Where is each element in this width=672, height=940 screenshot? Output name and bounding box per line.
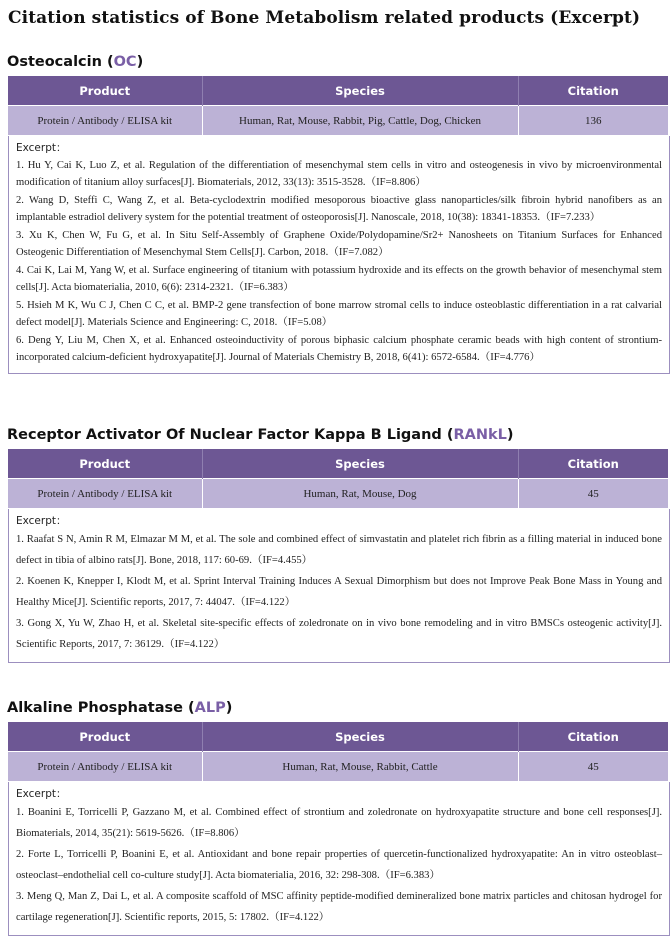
- excerpt-label: Excerpt：: [16, 515, 67, 527]
- cell-citation: 136: [518, 106, 668, 136]
- page-title: Citation statistics of Bone Metabolism related products (Excerpt): [8, 8, 641, 28]
- cell-product: Protein / Antibody / ELISA kit: [8, 752, 202, 782]
- cell-product: Protein / Antibody / ELISA kit: [8, 479, 202, 509]
- header-citation: Citation: [518, 449, 668, 479]
- section-close: ): [506, 427, 514, 443]
- reference-item: 3. Gong X, Yu W, Zhao H, et al. Skeletal site-specific effects of zoledronate on in vivo bone remodeling and in vitro BMSCs osteogenic activity[J]. Scientific Reports, 2017, 7: 36129.（IF=4.122）: [16, 618, 662, 650]
- reference-item: 2. Forte L, Torricelli P, Boanini E, et al. Antioxidant and bone repair properties of quercetin-functionalized hydroxyapatite: An in vitro osteoblast–osteoclast–endothelial cell co-culture study[J]. Acta biomaterialia, 2016, 32: 298-308.（IF=6.383）: [16, 849, 662, 881]
- citation-table-rankl: [8, 449, 668, 508]
- section-name: Osteocalcin (: [7, 54, 114, 70]
- header-citation: Citation: [518, 722, 668, 752]
- excerpt-box-alp: [8, 782, 670, 936]
- reference-item: 4. Cai K, Lai M, Yang W, et al. Surface engineering of titanium with potassium hydroxide and its effects on the growth behavior of mesenchymal stem cells[J]. Acta biomaterialia, 2010, 6(6): 2314-2321.（IF=6.383）: [16, 265, 662, 293]
- table-header-row: [8, 76, 668, 106]
- cell-species: Human, Rat, Mouse, Rabbit, Cattle: [202, 752, 518, 782]
- header-citation: Citation: [518, 76, 668, 106]
- cell-species: Human, Rat, Mouse, Rabbit, Pig, Cattle, Dog, Chicken: [202, 106, 518, 136]
- table-row: [8, 479, 668, 509]
- section-title-rankl: [7, 427, 514, 443]
- table-header-row: [8, 722, 668, 752]
- reference-item: 3. Meng Q, Man Z, Dai L, et al. A composite scaffold of MSC affinity peptide-modified demineralized bone matrix particles and chitosan hydrogel for cartilage regeneration[J]. Scientific reports, 2015, 5: 17802.（IF=4.122）: [16, 891, 662, 923]
- reference-item: 1. Hu Y, Cai K, Luo Z, et al. Regulation of the differentiation of mesenchymal stem cells in vitro and osteogenesis in vivo by microenvironmental modification of titanium alloy surfaces[J]. Biomaterials, 2012, 33(13): 3515-3528.（IF=8.806）: [16, 160, 662, 188]
- section-title-alp: [7, 700, 232, 716]
- cell-product: Protein / Antibody / ELISA kit: [8, 106, 202, 136]
- reference-item: 2. Wang D, Steffi C, Wang Z, et al. Beta-cyclodextrin modified mesoporous bioactive glass nanoparticles/silk fibroin hybrid nanofibers as an implantable estradiol delivery system for the potential treatment of osteoporosis[J]. Nanoscale, 2018, 10(38): 18341-18353.（IF=7.233）: [16, 195, 662, 223]
- header-product: Product: [8, 76, 202, 106]
- cell-citation: 45: [518, 752, 668, 782]
- section-abbreviation: OC: [113, 54, 137, 70]
- section-name: Alkaline Phosphatase (: [7, 700, 195, 716]
- header-product: Product: [8, 449, 202, 479]
- citation-table-alp: [8, 722, 668, 781]
- excerpt-label: Excerpt：: [16, 788, 67, 800]
- cell-citation: 45: [518, 479, 668, 509]
- citation-table-osteocalcin: [8, 76, 668, 135]
- excerpt-box-rankl: [8, 509, 670, 663]
- reference-item: 1. Boanini E, Torricelli P, Gazzano M, et al. Combined effect of strontium and zoledronate on hydroxyapatite structure and bone cell responses[J]. Biomaterials, 2014, 35(21): 5619-5626.（IF=8.806）: [16, 807, 662, 839]
- section-abbreviation: ALP: [194, 700, 226, 716]
- header-species: Species: [202, 76, 518, 106]
- excerpt-label: Excerpt：: [16, 142, 67, 154]
- cell-species: Human, Rat, Mouse, Dog: [202, 479, 518, 509]
- reference-item: 1. Raafat S N, Amin R M, Elmazar M M, et al. The sole and combined effect of simvastatin and platelet rich fibrin as a filling material in induced bone defect in tibia of albino rats[J]. Bone, 2018, 117: 60-69.（IF=4.455）: [16, 534, 662, 566]
- header-product: Product: [8, 722, 202, 752]
- section-close: ): [225, 700, 233, 716]
- reference-item: 3. Xu K, Chen W, Fu G, et al. In Situ Self-Assembly of Graphene Oxide/Polydopamine/Sr2+ Nanosheets on Titanium Surfaces for Enhanced Osteogenic Differentiation of Mesenchymal Stem Cells[J]. Carbon, 2018.（IF=7.082）: [16, 230, 662, 258]
- excerpt-box-osteocalcin: [8, 136, 670, 374]
- reference-item: 5. Hsieh M K, Wu C J, Chen C C, et al. BMP-2 gene transfection of bone marrow stromal cells to induce osteoblastic differentiation in a rat calvarial defect model[J]. Materials Science and Engineering: C, 2018.（IF=5.08）: [16, 300, 662, 328]
- header-species: Species: [202, 449, 518, 479]
- table-row: [8, 106, 668, 136]
- table-header-row: [8, 449, 668, 479]
- header-species: Species: [202, 722, 518, 752]
- section-abbreviation: RANkL: [453, 427, 507, 443]
- reference-item: 2. Koenen K, Knepper I, Klodt M, et al. Sprint Interval Training Induces A Sexual Dimorphism but does not Improve Peak Bone Mass in Young and Healthy Mice[J]. Scientific reports, 2017, 7: 44047.（IF=4.122）: [16, 576, 662, 608]
- section-close: ): [136, 54, 144, 70]
- reference-item: 6. Deng Y, Liu M, Chen X, et al. Enhanced osteoinductivity of porous biphasic calcium phosphate ceramic beads with high content of strontium-incorporated calcium-deficient hydroxyapatite[J]. Journal of Materials Chemistry B, 2018, 6(41): 6572-6584.（IF=4.776）: [16, 335, 662, 363]
- table-row: [8, 752, 668, 782]
- section-title-osteocalcin: [7, 54, 143, 70]
- section-name: Receptor Activator Of Nuclear Factor Kappa B Ligand (: [7, 427, 454, 443]
